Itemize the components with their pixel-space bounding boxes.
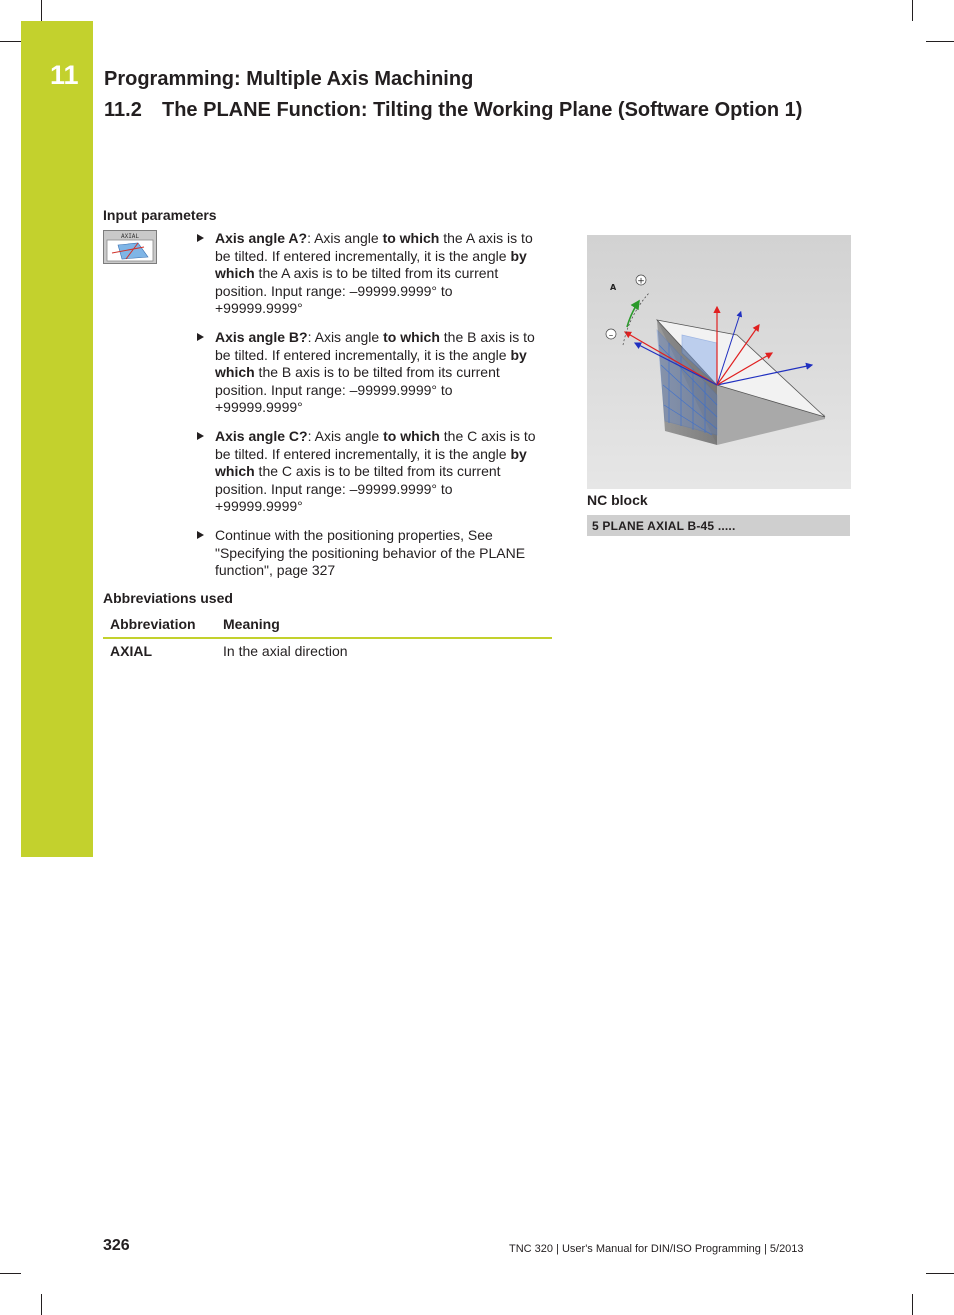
param-term: Axis angle B?: [215, 328, 308, 345]
abbreviations-table: [103, 612, 552, 663]
param-text: the C axis is to be tilted from its current position. Input range: –99999.9999° to +99999.9999°: [215, 463, 501, 515]
column-header-abbreviation: Abbreviation: [103, 612, 216, 638]
chapter-number: 11: [50, 60, 79, 90]
chapter-tab: [21, 21, 93, 857]
input-parameters-heading: Input parameters: [103, 207, 217, 223]
crop-mark: [0, 41, 21, 42]
param-text: : Axis angle: [307, 328, 384, 345]
nc-block-heading: NC block: [587, 492, 648, 508]
param-term: Axis angle A?: [215, 230, 308, 246]
abbr-cell: AXIAL: [110, 643, 152, 659]
input-parameter-list: [193, 230, 543, 591]
bullet-triangle-icon: [197, 333, 204, 341]
table-row: [103, 638, 552, 663]
crop-mark: [912, 0, 913, 21]
bullet-triangle-icon: [197, 432, 204, 440]
param-emphasis: to which: [382, 230, 440, 246]
continue-link-text[interactable]: Continue with the positioning properties, See "Specifying the positioning behavior of the PLANE function", page 327: [215, 526, 526, 579]
section-title-text: The PLANE Function: Tilting the Working Plane (Software Option 1): [162, 99, 803, 121]
crop-mark: [912, 1294, 913, 1315]
param-text: : Axis angle: [307, 427, 384, 444]
column-header-meaning: Meaning: [216, 612, 552, 638]
axial-softkey-icon: [104, 231, 156, 263]
axial-tilt-illustration: [587, 235, 851, 489]
param-axis-angle-c: [193, 428, 543, 516]
param-emphasis: by which: [215, 445, 527, 480]
param-emphasis: to which: [383, 427, 440, 444]
meaning-cell: In the axial direction: [223, 643, 348, 659]
bullet-triangle-icon: [197, 234, 204, 242]
param-text: the B axis is to be tilted from its current position. Input range: –99999.9999° to +99999.9999°: [215, 364, 500, 416]
chapter-title: Programming: Multiple Axis Machining: [104, 68, 474, 90]
crop-mark: [41, 0, 42, 21]
plus-sign: +: [637, 276, 645, 287]
param-continue: [193, 527, 543, 580]
axis-label-a: A: [610, 283, 617, 292]
footer-text: TNC 320 | User's Manual for DIN/ISO Programming | 5/2013: [509, 1243, 804, 1255]
param-emphasis: to which: [383, 328, 440, 345]
nc-block-code: 5 PLANE AXIAL B-45 .....: [587, 515, 850, 536]
crop-mark: [926, 1273, 954, 1274]
page-number: 326: [103, 1237, 130, 1254]
crop-mark: [41, 1294, 42, 1315]
section-title: [104, 99, 802, 122]
bullet-triangle-icon: [197, 531, 204, 539]
param-axis-angle-b: [193, 329, 543, 417]
axial-softkey: [103, 230, 157, 264]
abbreviations-heading: Abbreviations used: [103, 590, 233, 606]
section-number: 11.2: [104, 99, 142, 121]
param-axis-angle-a: [193, 230, 543, 318]
param-term: Axis angle C?: [215, 427, 308, 444]
softkey-label: AXIAL: [120, 233, 140, 240]
param-text: the A axis is to be tilted. If entered incrementally, it is the angle: [215, 230, 533, 264]
param-emphasis: by which: [215, 247, 527, 282]
param-text: the A axis is to be tilted from its current position. Input range: –99999.9999° to +99999.9999°: [215, 265, 499, 317]
crop-mark: [926, 41, 954, 42]
param-text: the C axis is to be tilted. If entered incrementally, it is the angle: [215, 427, 536, 462]
crop-mark: [0, 1273, 21, 1274]
param-text: the B axis is to be tilted. If entered incrementally, it is the angle: [215, 328, 535, 363]
minus-sign: –: [608, 330, 614, 341]
param-emphasis: by which: [215, 346, 527, 381]
param-text: : Axis angle: [307, 230, 383, 246]
